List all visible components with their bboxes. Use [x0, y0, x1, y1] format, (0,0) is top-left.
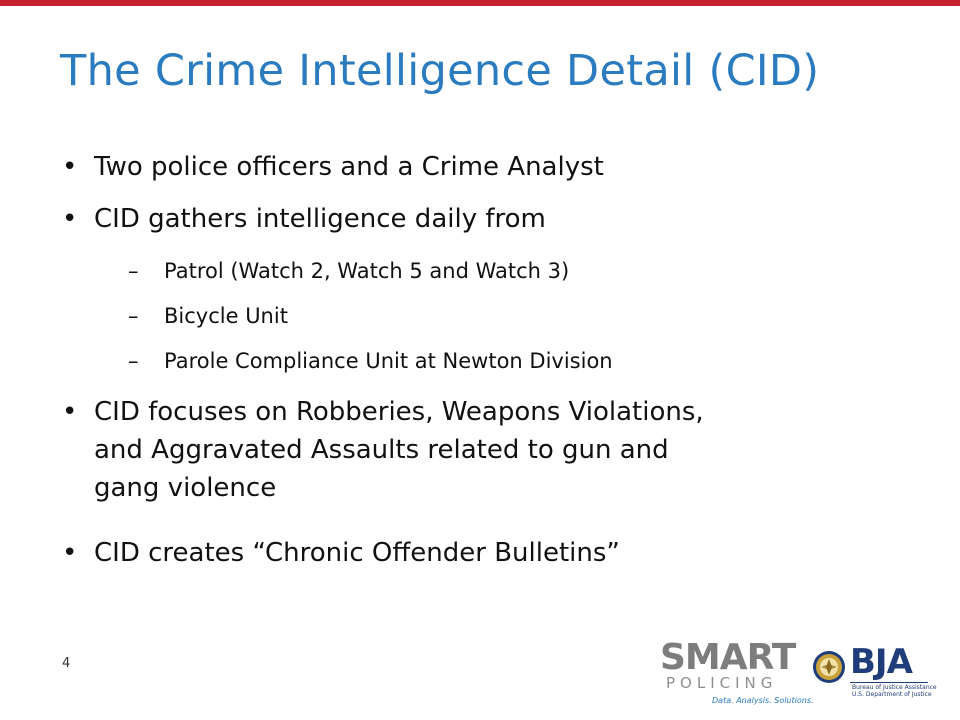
- sub-bullet-item: [128, 301, 288, 331]
- bja-subtitle-line: Bureau of Justice Assistance: [852, 684, 937, 691]
- bullet-text-line: gang violence: [94, 473, 277, 503]
- smart-policing-logo: [660, 637, 814, 710]
- seal-icon: [812, 650, 846, 684]
- sub-bullet-item: [128, 256, 569, 286]
- bullet-marker: •: [62, 397, 78, 427]
- sub-bullet-marker: –: [128, 259, 139, 283]
- policing-logo-wordmark: POLICING: [666, 674, 778, 692]
- sub-bullet-text: Patrol (Watch 2, Watch 5 and Watch 3): [164, 259, 570, 283]
- bja-logo-subtitle: [852, 684, 937, 698]
- bja-logo-wordmark: BJA: [850, 642, 912, 682]
- bullet-text-line: CID focuses on Robberies, Weapons Violations,: [94, 397, 704, 427]
- smart-logo-tagline: Data. Analysis. Solutions.: [712, 696, 814, 705]
- bullet-marker: •: [62, 152, 78, 182]
- sub-bullet-marker: –: [128, 304, 139, 328]
- bja-subtitle-line: U.S. Department of Justice: [852, 691, 932, 698]
- bullet-text: CID gathers intelligence daily from: [94, 204, 546, 234]
- slide-title: The Crime Intelligence Detail (CID): [60, 46, 820, 96]
- bja-logo-divider: [850, 682, 928, 683]
- bullet-text-line: and Aggravated Assaults related to gun and: [94, 435, 669, 465]
- bullet-marker: •: [62, 204, 78, 234]
- sub-bullet-item: [128, 346, 613, 376]
- sub-bullet-text: Parole Compliance Unit at Newton Division: [164, 349, 613, 373]
- sub-bullet-text: Bicycle Unit: [164, 304, 288, 328]
- bullet-text: Two police officers and a Crime Analyst: [94, 152, 604, 182]
- top-accent-rule: [0, 0, 960, 6]
- smart-logo-wordmark: SMART: [660, 637, 796, 678]
- bullet-marker: •: [62, 538, 78, 568]
- bullet-text: CID creates “Chronic Offender Bulletins”: [94, 538, 620, 568]
- sub-bullet-marker: –: [128, 349, 139, 373]
- page-number: 4: [62, 656, 71, 671]
